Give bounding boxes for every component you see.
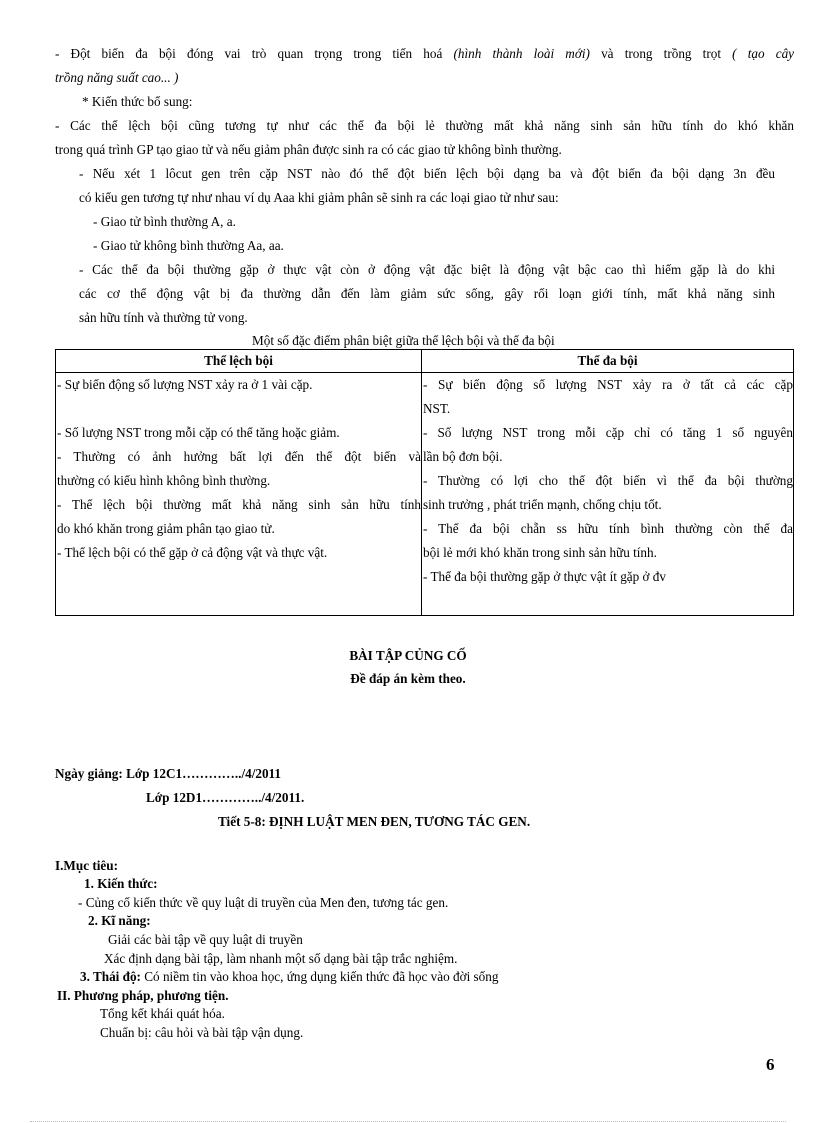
lesson-title: Tiết 5-8: ĐỊNH LUẬT MEN ĐEN, TƯƠNG TÁC GEN.: [218, 814, 531, 829]
cell-line: lần bộ đơn bội.: [423, 449, 503, 464]
intro-line: [55, 46, 794, 62]
cell-line: [57, 397, 421, 421]
teaching-date: Ngày giảng: Lớp 12C1…………../4/2011: [55, 766, 282, 781]
attitude-line: [80, 969, 498, 985]
cell-line: do khó khăn trong giảm phân tạo giao tử.: [57, 521, 275, 536]
attitude-text: Có niềm tin vào khoa học, ứng dụng kiến thức đã học vào đời sống: [140, 969, 499, 984]
objectives-heading: I.Mục tiêu:: [55, 858, 118, 873]
skills-text: Giải các bài tập về quy luật di truyền: [108, 932, 303, 947]
paragraph-line: các cơ thể động vật bị đa thường dẫn đến làm giảm sức sống, gây rối loạn giới tính, mất khả năng sinh: [79, 286, 775, 301]
exercise-subtitle: Đề đáp án kèm theo.: [350, 671, 466, 686]
intro-italic: ( tạo cây: [732, 46, 795, 61]
attitude-heading: 3. Thái độ:: [80, 969, 141, 984]
comparison-table: [55, 349, 794, 616]
cell-line: - Thể lệch bội có thể gặp ở cả động vật và thực vật.: [57, 545, 328, 560]
cell-line: - Số lượng NST trong mỗi cặp chỉ có tăng 1 số nguyên: [423, 425, 793, 440]
cell-line: - Số lượng NST trong mỗi cặp có thể tăng hoặc giảm.: [57, 425, 340, 440]
skills-heading: 2. Kĩ năng:: [88, 913, 151, 928]
cell-line: - Thể lệch bội thường mất khả năng sinh sản hữu tính: [57, 497, 421, 512]
skills-text: Xác định dạng bài tập, làm nhanh một số dạng bài tập trắc nghiệm.: [104, 951, 458, 966]
intro-line: trồng năng suất cao... ): [55, 70, 179, 85]
cell-line: - Thường có ảnh hưởng bất lợi đến thể đột biến và: [57, 449, 421, 464]
methods-heading: II. Phương pháp, phương tiện.: [57, 988, 229, 1003]
methods-text: Tổng kết khái quát hóa.: [100, 1006, 225, 1021]
table-caption: Một số đặc điểm phân biệt giữa thể lệch bội và thể đa bội: [252, 333, 555, 348]
paragraph-line: có kiểu gen tương tự như nhau ví dụ Aaa khi giảm phân sẽ sinh ra các loại giao tử như sau:: [79, 190, 559, 205]
supplement-header: * Kiến thức bổ sung:: [82, 94, 193, 109]
cell-line: sinh trưởng , phát triển mạnh, chống chịu tốt.: [423, 497, 662, 512]
table-row: [56, 373, 794, 616]
paragraph-line: trong quá trình GP tạo giao tử và nếu giảm phân được sinh ra có các giao tử không bình thường.: [55, 142, 562, 157]
cell-line: - Thể đa bội thường gặp ở thực vật ít gặp ở đv: [423, 569, 666, 584]
cell-line: - Thể đa bội chẵn ss hữu tính bình thường còn thể đa: [423, 521, 793, 536]
paragraph-line: - Các thể đa bội thường gặp ở thực vật còn ở động vật đặc biệt là động vật bậc cao thì hiếm gặp là do khi: [79, 262, 775, 277]
cell-line: bội lẻ mới khó khăn trong sinh sản hữu tính.: [423, 545, 657, 560]
methods-text: Chuẩn bị: câu hỏi và bài tập vận dụng.: [100, 1025, 304, 1040]
aneuploid-cell: [56, 373, 422, 616]
paragraph-line: - Giao tử bình thường A, a.: [93, 214, 236, 229]
teaching-date-2: Lớp 12D1…………../4/2011.: [146, 790, 305, 805]
polyploid-cell: [422, 373, 794, 616]
cell-line: - Sự biến động số lượng NST xảy ra ở 1 vài cặp.: [57, 377, 313, 392]
cell-line: thường có kiểu hình không bình thường.: [57, 473, 271, 488]
table-header-row: [56, 350, 794, 373]
intro-italic: (hình thành loài mới): [453, 46, 590, 61]
cell-line: - Thường có lợi cho thể đột biến vì thể đa bội thường: [423, 473, 793, 488]
paragraph-line: - Nếu xét 1 lôcut gen trên cặp NST nào đó thể đột biến lệch bội dạng ba và đột biến đa bội dạng 3n đều: [79, 166, 775, 181]
cell-line: NST.: [423, 401, 451, 416]
exercise-title: BÀI TẬP CỦNG CỐ: [349, 648, 467, 663]
page-bottom-rule: [30, 1121, 786, 1122]
knowledge-heading: 1. Kiến thức:: [84, 876, 158, 891]
cell-line: - Sự biến động số lượng NST xảy ra ở tất cả các cặp: [423, 377, 793, 392]
intro-text: - Đột biến đa bội đóng vai trò quan trọng trong tiến hoá: [55, 46, 454, 61]
col-header-polyploid: Thể đa bội: [422, 350, 794, 373]
col-header-aneuploid: Thể lệch bội: [56, 350, 422, 373]
page-number: 6: [766, 1055, 775, 1074]
paragraph-line: - Giao tử không bình thường Aa, aa.: [93, 238, 284, 253]
paragraph-line: - Các thể lệch bội cũng tương tự như các thể đa bội lẻ thường mất khả năng sinh sản hữu tính do khó khăn: [55, 118, 794, 133]
intro-text: và trong trồng trọt: [589, 46, 733, 61]
paragraph-line: sản hữu tính và thường tử vong.: [79, 310, 248, 325]
knowledge-text: - Củng cố kiến thức về quy luật di truyền của Men đen, tương tác gen.: [78, 895, 449, 910]
